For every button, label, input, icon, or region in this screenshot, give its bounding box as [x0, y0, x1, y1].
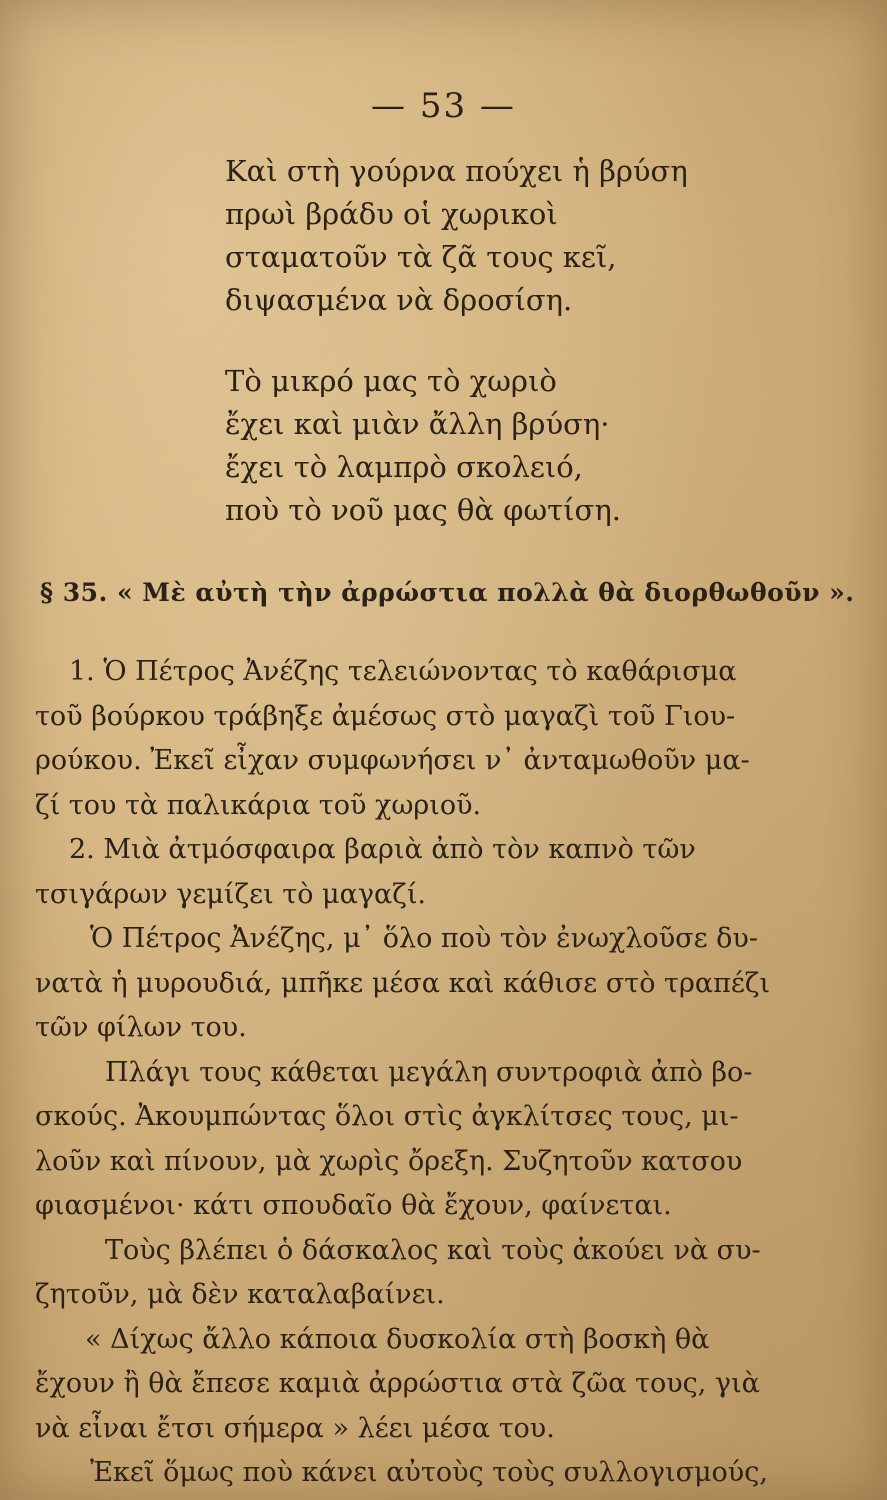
verse-line: Τὸ μικρό μας τὸ χωριὸ	[225, 364, 557, 398]
verse-line: Καὶ στὴ γούρνα πούχει ἡ βρύση	[225, 154, 688, 188]
page-number: — 53 —	[371, 86, 516, 126]
prose-line: ζητοῦν, μὰ δὲν καταλαβαίνει.	[35, 1279, 445, 1310]
prose-line: Ἐκεῖ ὅμως ποὺ κάνει αὐτοὺς τοὺς συλλογισμούς,	[90, 1457, 768, 1488]
prose-line: ρούκου. Ἐκεῖ εἶχαν συμφωνήσει ν᾽ ἀνταμωθοῦν μα-	[35, 745, 750, 776]
prose-body	[35, 650, 835, 1496]
prose-line: λοῦν καὶ πίνουν, μὰ χωρὶς ὄρεξη. Συζητοῦν κατσου	[35, 1145, 743, 1177]
prose-line: Τοὺς βλέπει ὁ δάσκαλος καὶ τοὺς ἀκούει νὰ συ-	[105, 1234, 761, 1266]
prose-line: ζί του τὰ παλικάρια τοῦ χωριοῦ.	[35, 789, 482, 821]
verse-line: ἔχει τὸ λαμπρὸ σκολειό,	[225, 450, 583, 484]
poem-stanza-2	[225, 360, 621, 532]
prose-line: « Δίχως ἄλλο κάποια δυσκολία στὴ βοσκὴ θὰ	[85, 1323, 710, 1355]
verse-line: διψασμένα νὰ δροσίση.	[225, 283, 573, 317]
prose-line: τσιγάρων γεμίζει τὸ μαγαζί.	[35, 878, 426, 910]
prose-line: σκούς. Ἀκουμπώντας ὅλοι στὶς ἀγκλίτσες τους, μι-	[35, 1101, 739, 1132]
prose-line: νατὰ ἡ μυρουδιά, μπῆκε μέσα καὶ κάθισε στὸ τραπέζι	[35, 967, 771, 999]
verse-line: ἔχει καὶ μιὰν ἄλλη βρύση·	[225, 407, 610, 441]
poem-stanza-1	[225, 150, 688, 322]
verse-line: σταματοῦν τὰ ζᾶ τους κεῖ,	[225, 240, 617, 274]
prose-line: Πλάγι τους κάθεται μεγάλη συντροφιὰ ἀπὸ βο-	[105, 1056, 753, 1088]
verse-line: πρωὶ βράδυ οἱ χωρικοὶ	[225, 197, 558, 231]
verse-line: ποὺ τὸ νοῦ μας θὰ φωτίση.	[225, 493, 621, 527]
prose-line: Ὁ Πέτρος Ἀνέζης, μ᾽ ὅλο ποὺ τὸν ἐνωχλοῦσε δυ-	[90, 923, 758, 954]
prose-line: 1. Ὁ Πέτρος Ἀνέζης τελειώνοντας τὸ καθάρισμα	[69, 656, 737, 687]
prose-line: ἔχουν ἢ θὰ ἔπεσε καμιὰ ἀρρώστια στὰ ζῶα τους, γιὰ	[35, 1368, 760, 1399]
prose-line: φιασμένοι· κάτι σπουδαῖο θὰ ἔχουν, φαίνεται.	[35, 1190, 672, 1221]
prose-line: νὰ εἶναι ἔτσι σήμερα » λέει μέσα του.	[35, 1412, 555, 1444]
section-heading: § 35. « Μὲ αὐτὴ τὴν ἀρρώστια πολλὰ θὰ διορθωθοῦν ».	[40, 578, 855, 607]
prose-line: τοῦ βούρκου τράβηξε ἀμέσως στὸ μαγαζὶ τοῦ Γιου-	[35, 700, 736, 732]
prose-line: 2. Μιὰ ἀτμόσφαιρα βαριὰ ἀπὸ τὸν καπνὸ τῶν	[69, 834, 696, 865]
prose-line: τῶν φίλων του.	[35, 1012, 247, 1043]
